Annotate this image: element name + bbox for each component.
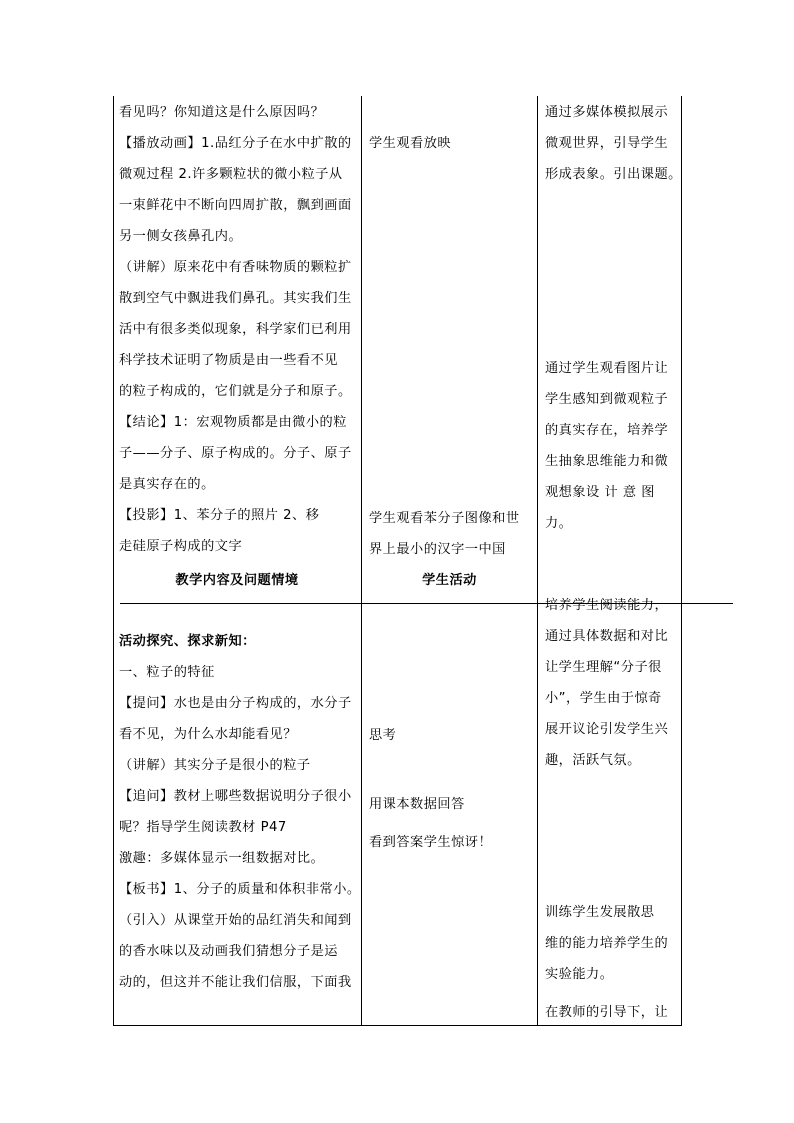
- teaching-content-top: [119, 97, 359, 562]
- design-intent-a: [545, 97, 682, 190]
- text-line: 维的能力培养学生的: [545, 936, 669, 951]
- text-line: 通过具体数据和对比: [545, 629, 669, 644]
- student-activity-answer: 用课本数据回答: [369, 797, 465, 812]
- text-line: 形成表象。引出课题。: [545, 167, 682, 182]
- text-line: 另一侧女孩鼻孔内。: [119, 229, 243, 244]
- text-line: 子——分子、原子构成的。分子、原子: [119, 446, 352, 461]
- student-activity-think: 思考: [369, 728, 397, 743]
- text-line: 【追问】教材上哪些数据说明分子很小: [119, 789, 352, 804]
- text-line: 力。: [545, 516, 573, 531]
- text-line: 趣，活跃气氛。: [545, 753, 641, 768]
- design-intent-e: 在教师的引导下，让: [545, 1005, 669, 1020]
- text-line: 【播放动画】1.品红分子在水中扩散的: [119, 136, 352, 151]
- text-line: 让学生理解“分子很: [545, 660, 662, 675]
- text-line: 看不见，为什么水却能看见？: [119, 727, 297, 742]
- teaching-content-bottom: [119, 626, 359, 998]
- text-line: 微观世界，引导学生: [545, 136, 669, 151]
- text-line: （讲解）其实分子是很小的粒子: [119, 758, 311, 773]
- design-intent-b: [545, 353, 668, 539]
- text-line: 学生观看苯分子图像和世: [369, 511, 520, 526]
- text-line: 呢？指导学生阅读教材 P47: [119, 820, 287, 835]
- text-line: 是真实存在的。: [119, 477, 215, 492]
- text-line: 【提问】水也是由分子构成的，水分子: [119, 696, 352, 711]
- student-activity-observe: [369, 503, 520, 565]
- text-line: 观想象设 计 意 图: [545, 485, 655, 500]
- header-teaching-content: 教学内容及问题情境: [175, 573, 299, 588]
- text-line: 看见吗？你知道这是什么原因吗？: [119, 105, 325, 120]
- text-line: 科学技术证明了物质是由一些看不见: [119, 353, 338, 368]
- student-activity-surprise: 看到答案学生惊讶！: [369, 835, 493, 850]
- text-line: 激趣：多媒体显示一组数据对比。: [119, 851, 325, 866]
- text-line: 一束鲜花中不断向四周扩散，飘到画面: [119, 198, 352, 213]
- text-line: 【投影】1、苯分子的照片 2、移: [119, 508, 320, 523]
- text-line: 的粒子构成的，它们就是分子和原子。: [119, 384, 352, 399]
- text-line: 散到空气中飘进我们鼻孔。其实我们生: [119, 291, 352, 306]
- text-line: 走硅原子构成的文字: [119, 539, 243, 554]
- text-line: 生抽象思维能力和微: [545, 454, 669, 469]
- design-intent-d: [545, 897, 668, 990]
- text-line: 界上最小的汉字一中国: [369, 542, 506, 557]
- text-line: 【板书】1、分子的质量和体积非常小。: [119, 882, 361, 897]
- text-line: 的真实存在，培养学: [545, 423, 669, 438]
- text-line: 学生感知到微观粒子: [545, 392, 669, 407]
- text-line: 的香水味以及动画我们猜想分子是运: [119, 944, 338, 959]
- header-student-activity: 学生活动: [422, 573, 477, 588]
- text-line: 动的，但这并不能让我们信服，下面我: [119, 975, 352, 990]
- text-line: （引入）从课堂开始的品红消失和闻到: [119, 913, 352, 928]
- text-line: 小”，学生由于惊奇: [545, 691, 662, 706]
- table-border-left: [113, 96, 114, 1026]
- table-border-col3: [537, 96, 538, 1026]
- text-line: 一、粒子的特征: [119, 665, 215, 680]
- text-line: 实验能力。: [545, 967, 614, 982]
- table-border-right: [681, 96, 682, 1026]
- text-line: 微观过程 2.许多颗粒状的微小粒子从: [119, 167, 343, 182]
- text-line: 展开议论引发学生兴: [545, 722, 669, 737]
- text-line: 【结论】1：宏观物质都是由微小的粒: [119, 415, 347, 430]
- text-line: 训练学生发展散思: [545, 905, 655, 920]
- text-line: 培养学生阅读能力，: [545, 598, 669, 613]
- text-line: （讲解）原来花中有香味物质的颗粒扩: [119, 260, 352, 275]
- student-activity-watch: 学生观看放映: [369, 136, 452, 151]
- text-line: 通过多媒体模拟展示: [545, 105, 669, 120]
- text-line: 通过学生观看图片让: [545, 361, 669, 376]
- section-title: 活动探究、探求新知：: [119, 634, 256, 649]
- design-intent-c: [545, 590, 668, 776]
- table-border-col2: [361, 96, 362, 1026]
- text-line: 活中有很多类似现象，科学家们已利用: [119, 322, 352, 337]
